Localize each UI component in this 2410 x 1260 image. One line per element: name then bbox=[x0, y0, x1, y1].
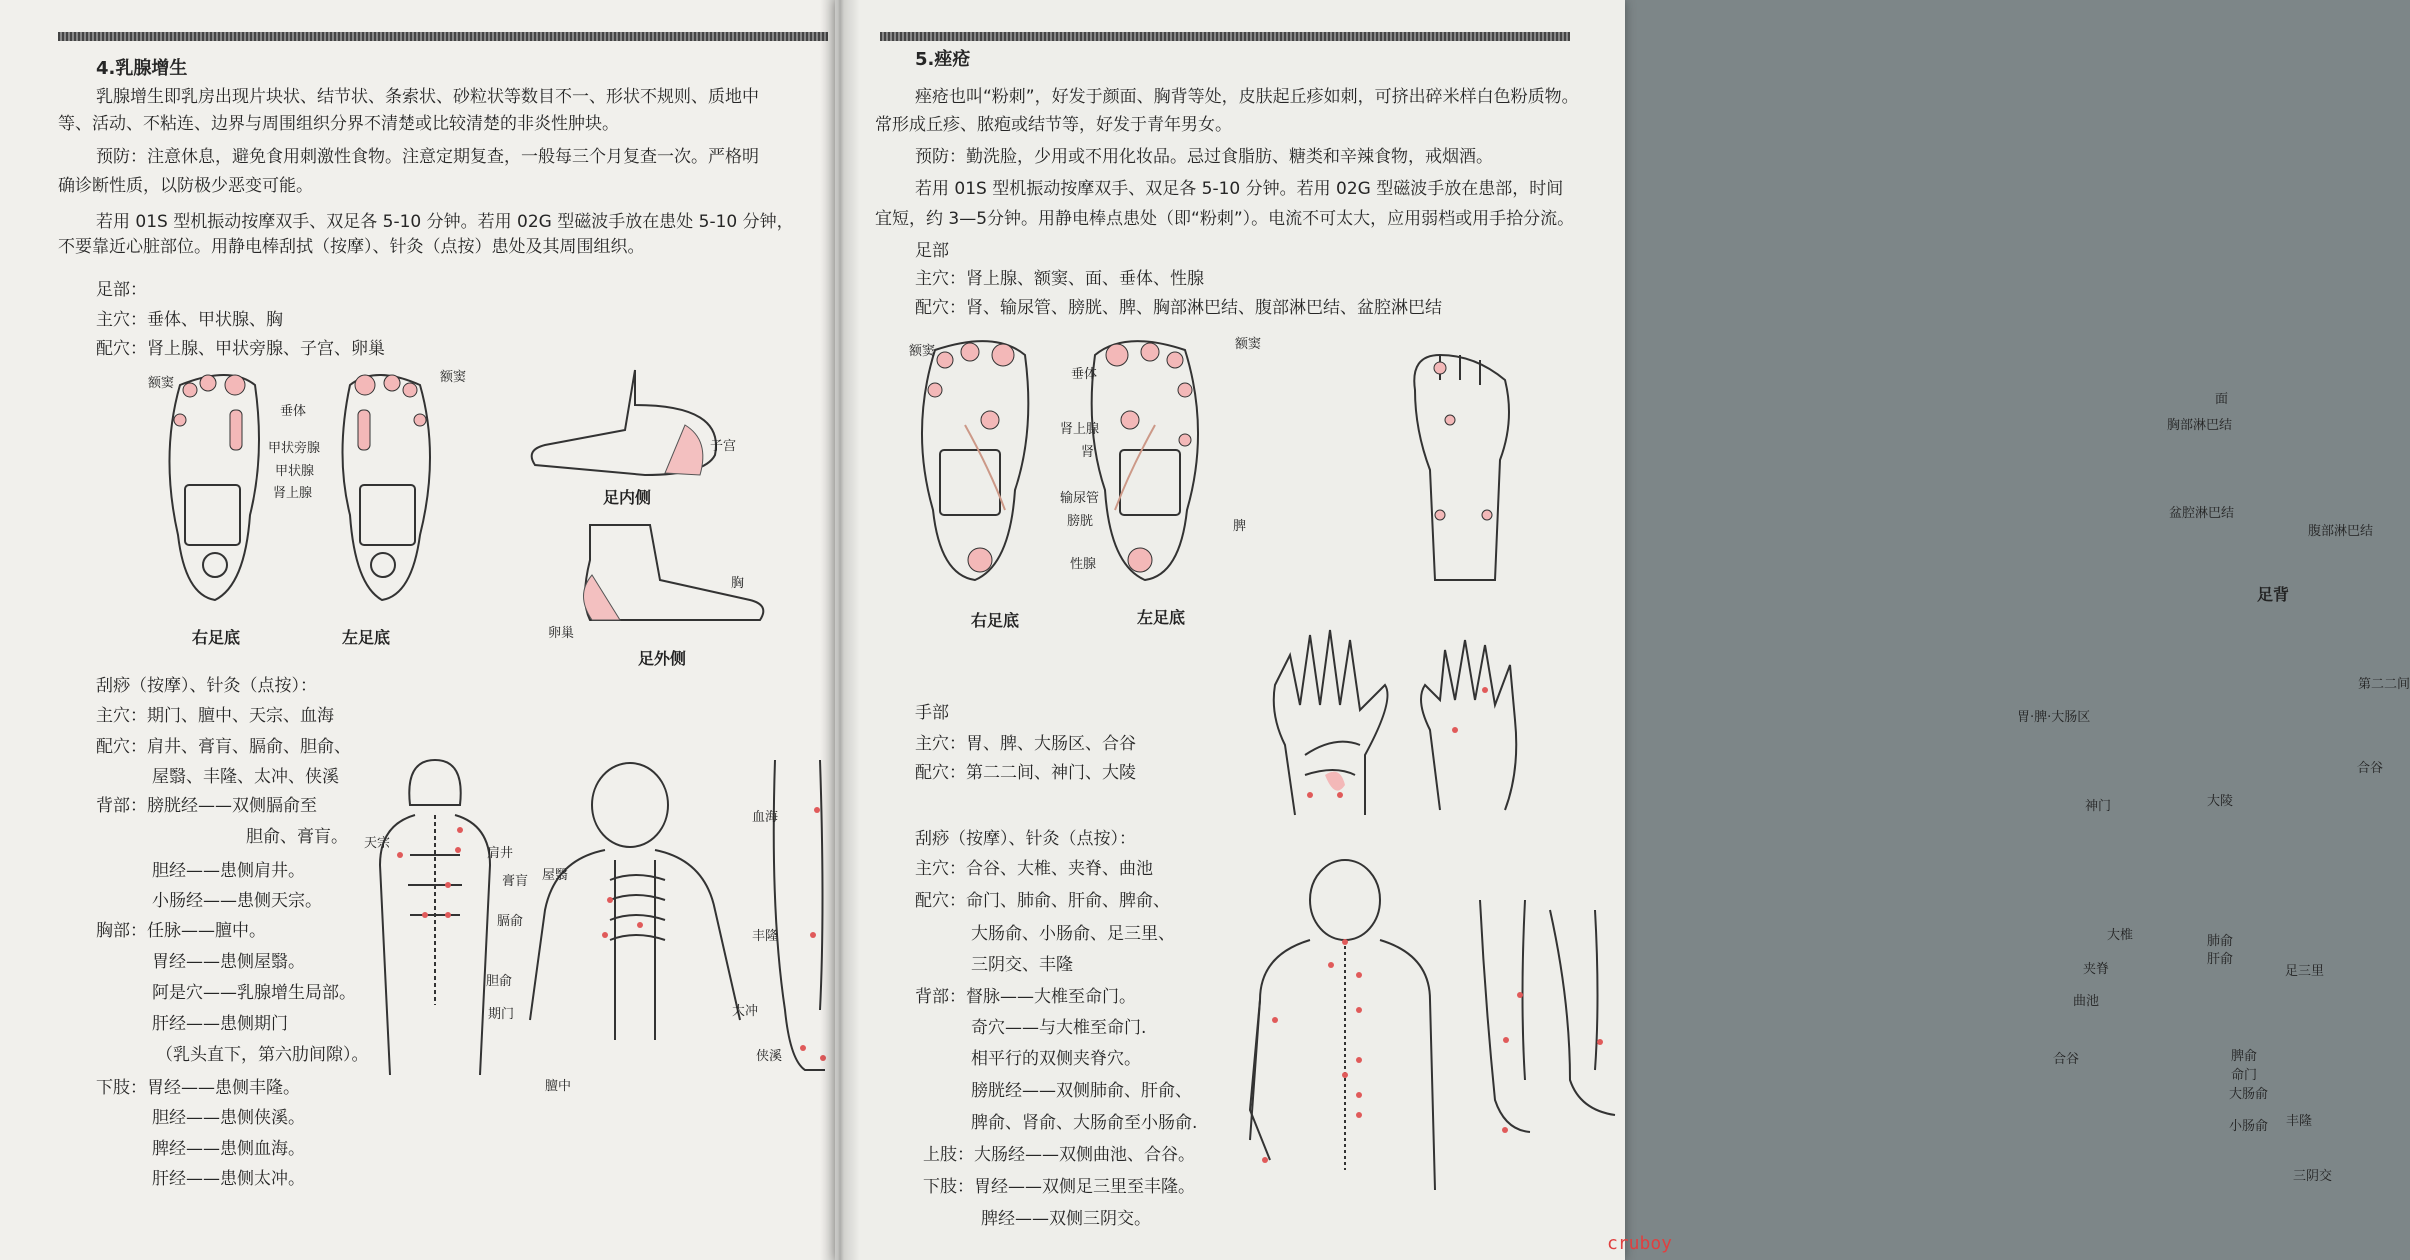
label-outer-ovary: 卵巢 bbox=[548, 626, 575, 641]
hand-section-title: 手部 bbox=[915, 703, 949, 723]
label-jiaji: 夹脊 bbox=[2083, 962, 2110, 977]
label-pishu: 脾俞 bbox=[2231, 1049, 2258, 1064]
treatment-line: 三阴交、丰隆 bbox=[971, 955, 1073, 975]
treatment-line: 胸部：任脉——膻中。 bbox=[96, 921, 266, 941]
paragraph-line: 若用 01S 型机振动按摩双手、双足各 5-10 分钟。若用 02G 型磁波手放在患部，时间 bbox=[915, 179, 1564, 199]
treatment-line: 下肢：胃经——患侧丰隆。 bbox=[96, 1078, 300, 1098]
label-dachangshu: 大肠俞 bbox=[2229, 1087, 2269, 1102]
treatment-line: 小肠经——患侧天宗。 bbox=[152, 891, 322, 911]
hand-secondary-points: 配穴：第二二间、神门、大陵 bbox=[915, 763, 1136, 783]
caption-left-sole: 左足底 bbox=[342, 628, 391, 647]
inner-foot-diagram bbox=[525, 365, 755, 490]
label-dorsum-chest-lymph: 胸部淋巴结 bbox=[2167, 418, 2233, 433]
label-inner-uterus: 子宫 bbox=[710, 439, 737, 454]
label-mingmen: 命门 bbox=[2231, 1068, 2258, 1083]
label-dorsum-pelvic-lymph: 盆腔淋巴结 bbox=[2169, 506, 2235, 521]
label-ganshu: 肝俞 bbox=[2207, 952, 2234, 967]
paragraph-line: 宜短，约 3—5分钟。用静电棒点患处（即“粉刺”）。电流不可太大，应用弱档或用手拾分流。 bbox=[875, 209, 1575, 229]
paragraph-line: 常形成丘疹、脓疱或结节等，好发于青年男女。 bbox=[875, 115, 1232, 135]
label-hand-daling: 大陵 bbox=[2207, 794, 2234, 809]
paragraph-line: 痤疮也叫“粉刺”，好发于颜面、胸背等处，皮肤起丘疹如刺，可挤出碎米样白色粉质物。 bbox=[915, 87, 1579, 107]
label-l4: 肾上腺 bbox=[273, 486, 313, 501]
treatment-line: 大肠俞、小肠俞、足三里、 bbox=[971, 924, 1175, 944]
treatment-line: 屋翳、丰隆、太冲、侠溪 bbox=[152, 767, 339, 787]
label-e2: 额窦 bbox=[1235, 337, 1262, 352]
treatment-line: 主穴：合谷、大椎、夹脊、曲池 bbox=[915, 859, 1153, 879]
paragraph-line: 预防：勤洗脸，少用或不用化妆品。忌过食脂肪、糖类和辛辣食物，戒烟酒。 bbox=[915, 147, 1493, 167]
top-rule bbox=[58, 32, 828, 41]
label-qimen: 期门 bbox=[488, 1007, 515, 1022]
front-figure bbox=[515, 760, 770, 1090]
treatment-line: 主穴：期门、膻中、天宗、血海 bbox=[96, 706, 334, 726]
left-page bbox=[0, 0, 835, 1260]
label-wuyi: 屋翳 bbox=[542, 868, 569, 883]
paragraph-line: 若用 01S 型机振动按摩双手、双足各 5-10 分钟。若用 02G 型磁波手放在患处 5-10 分钟， bbox=[96, 212, 794, 232]
label-l2: 甲状旁腺 bbox=[268, 441, 321, 456]
label-l6: 性腺 bbox=[1070, 557, 1097, 572]
foot-secondary-points: 配穴：肾上腺、甲状旁腺、子宫、卵巢 bbox=[96, 339, 385, 359]
label-l1: 垂体 bbox=[1071, 367, 1098, 382]
label-e1: 额窦 bbox=[909, 344, 936, 359]
label-quchi: 曲池 bbox=[2073, 994, 2100, 1009]
paragraph-line: 不要靠近心脏部位。用静电棒刮拭（按摩）、针灸（点按）患处及其周围组织。 bbox=[58, 237, 645, 257]
foot-main-points: 主穴：肾上腺、额窦、面、垂体、性腺 bbox=[915, 269, 1204, 289]
label-e1: 额窦 bbox=[148, 376, 175, 391]
treatment-line: 胃经——患侧屋翳。 bbox=[152, 952, 305, 972]
treatment-line: 刮痧（按摩）、针灸（点按）： bbox=[96, 676, 317, 696]
label-danshu: 胆俞 bbox=[486, 974, 513, 989]
label-dorsum-face: 面 bbox=[2215, 392, 2229, 407]
caption-right-sole: 右足底 bbox=[971, 611, 1020, 630]
label-hand-erjian: 第二二间 bbox=[2358, 677, 2410, 692]
paragraph-line: 等、活动、不粘连、边界与周围组织分界不清楚或比较清楚的非炎性肿块。 bbox=[58, 114, 619, 134]
label-l4: 输尿管 bbox=[1060, 491, 1100, 506]
label-geshu: 膈俞 bbox=[497, 914, 524, 929]
treatment-line: 相平行的双侧夹脊穴。 bbox=[971, 1049, 1141, 1069]
treatment-line: 脾俞、肾俞、大肠俞至小肠俞. bbox=[971, 1113, 1198, 1133]
label-dazhui: 大椎 bbox=[2107, 928, 2134, 943]
label-danzhong: 膻中 bbox=[545, 1079, 572, 1094]
soles-diagram bbox=[895, 330, 1225, 590]
foot-secondary-points: 配穴：肾、输尿管、膀胱、脾、胸部淋巴结、腹部淋巴结、盆腔淋巴结 bbox=[915, 298, 1442, 318]
label-l3: 肾 bbox=[1081, 445, 1095, 460]
label-xiaochangshu: 小肠俞 bbox=[2229, 1119, 2269, 1134]
paragraph-line: 确诊断性质，以防极少恶变可能。 bbox=[58, 176, 313, 196]
treatment-line: 背部：督脉——大椎至命门。 bbox=[915, 987, 1136, 1007]
treatment-line: 阿是穴——乳腺增生局部。 bbox=[152, 983, 356, 1003]
section-heading: 4.乳腺增生 bbox=[96, 58, 188, 79]
treatment-line: 配穴：命门、肺俞、肝俞、脾俞、 bbox=[915, 891, 1170, 911]
label-dorsum-abdominal-lymph: 腹部淋巴结 bbox=[2308, 524, 2374, 539]
label-hand-hegu: 合谷 bbox=[2357, 761, 2384, 776]
label-xuehai: 血海 bbox=[752, 810, 779, 825]
caption-inner-foot: 足内侧 bbox=[603, 488, 652, 507]
watermark: cruboy bbox=[1606, 1233, 1672, 1254]
label-l1: 垂体 bbox=[280, 404, 307, 419]
label-feishu: 肺俞 bbox=[2207, 934, 2234, 949]
palm-diagram bbox=[1265, 625, 1405, 815]
label-l2: 肾上腺 bbox=[1060, 422, 1100, 437]
label-hegu: 合谷 bbox=[2053, 1052, 2080, 1067]
foot-section-title: 足部 bbox=[915, 241, 949, 261]
treatment-line: 脾经——双侧三阴交。 bbox=[981, 1209, 1151, 1229]
hand-main-points: 主穴：胃、脾、大肠区、合谷 bbox=[915, 734, 1136, 754]
treatment-line: 胆俞、膏肓。 bbox=[246, 827, 348, 847]
label-gaohuang: 膏肓 bbox=[502, 874, 529, 889]
back-of-hand-diagram bbox=[1410, 630, 1540, 810]
treatment-line: 刮痧（按摩）、针灸（点按）： bbox=[915, 829, 1136, 849]
treatment-line: 肝经——患侧期门 bbox=[152, 1014, 288, 1034]
top-rule bbox=[880, 32, 1570, 41]
foot-dorsum-diagram bbox=[1395, 350, 1525, 580]
treatment-line: 肝经——患侧太冲。 bbox=[152, 1169, 305, 1189]
caption-left-sole: 左足底 bbox=[1137, 608, 1186, 627]
legs-figure-right bbox=[1450, 900, 1620, 1140]
treatment-line: 胆经——患侧肩井。 bbox=[152, 861, 305, 881]
label-zusanli: 足三里 bbox=[2285, 964, 2325, 979]
paragraph-line: 乳腺增生即乳房出现片块状、结节状、条索状、砂粒状等数目不一、形状不规则、质地中 bbox=[96, 87, 759, 107]
label-l3: 甲状腺 bbox=[275, 464, 315, 479]
label-fenglong-right: 丰隆 bbox=[2286, 1114, 2313, 1129]
label-l5: 膀胱 bbox=[1067, 514, 1094, 529]
caption-dorsum: 足背 bbox=[2257, 585, 2290, 604]
treatment-line: 奇穴——与大椎至命门. bbox=[971, 1018, 1147, 1038]
treatment-line: 下肢：胃经——双侧足三里至丰隆。 bbox=[923, 1177, 1195, 1197]
treatment-line: 胆经——患侧侠溪。 bbox=[152, 1108, 305, 1128]
back-figure-right bbox=[1235, 860, 1460, 1220]
treatment-line: （乳头直下，第六肋间隙）。 bbox=[156, 1045, 369, 1065]
label-taichong: 太冲 bbox=[732, 1004, 759, 1019]
label-jianjing: 肩井 bbox=[487, 846, 514, 861]
label-hand-shenmen: 神门 bbox=[2085, 799, 2112, 814]
treatment-line: 配穴：肩井、膏肓、膈俞、胆俞、 bbox=[96, 737, 351, 757]
treatment-line: 背部：膀胱经——双侧膈俞至 bbox=[96, 796, 317, 816]
label-l7: 脾 bbox=[1233, 519, 1247, 534]
treatment-line: 脾经——患侧血海。 bbox=[152, 1139, 305, 1159]
paragraph-line: 预防：注意休息，避免食用刺激性食物。注意定期复查，一般每三个月复查一次。严格明 bbox=[96, 147, 759, 167]
section-heading: 5.痤疮 bbox=[915, 49, 971, 70]
treatment-line: 膀胱经——双侧肺俞、肝俞、 bbox=[971, 1081, 1192, 1101]
label-outer-chest: 胸 bbox=[731, 576, 745, 591]
label-fenglong: 丰隆 bbox=[752, 929, 779, 944]
foot-main-points: 主穴：垂体、甲状腺、胸 bbox=[96, 310, 283, 330]
label-tianzong: 天宗 bbox=[364, 836, 391, 851]
caption-outer-foot: 足外侧 bbox=[638, 649, 687, 668]
foot-section-title: 足部： bbox=[96, 280, 147, 300]
treatment-line: 上肢：大肠经——双侧曲池、合谷。 bbox=[923, 1145, 1195, 1165]
caption-right-sole: 右足底 bbox=[192, 628, 241, 647]
label-e2: 额窦 bbox=[440, 370, 467, 385]
back-figure bbox=[370, 755, 500, 1085]
label-hand-stomach-spleen: 胃·脾·大肠区 bbox=[2017, 710, 2091, 725]
label-xiaxi: 侠溪 bbox=[756, 1049, 783, 1064]
label-sanyinjiao: 三阴交 bbox=[2293, 1169, 2333, 1184]
